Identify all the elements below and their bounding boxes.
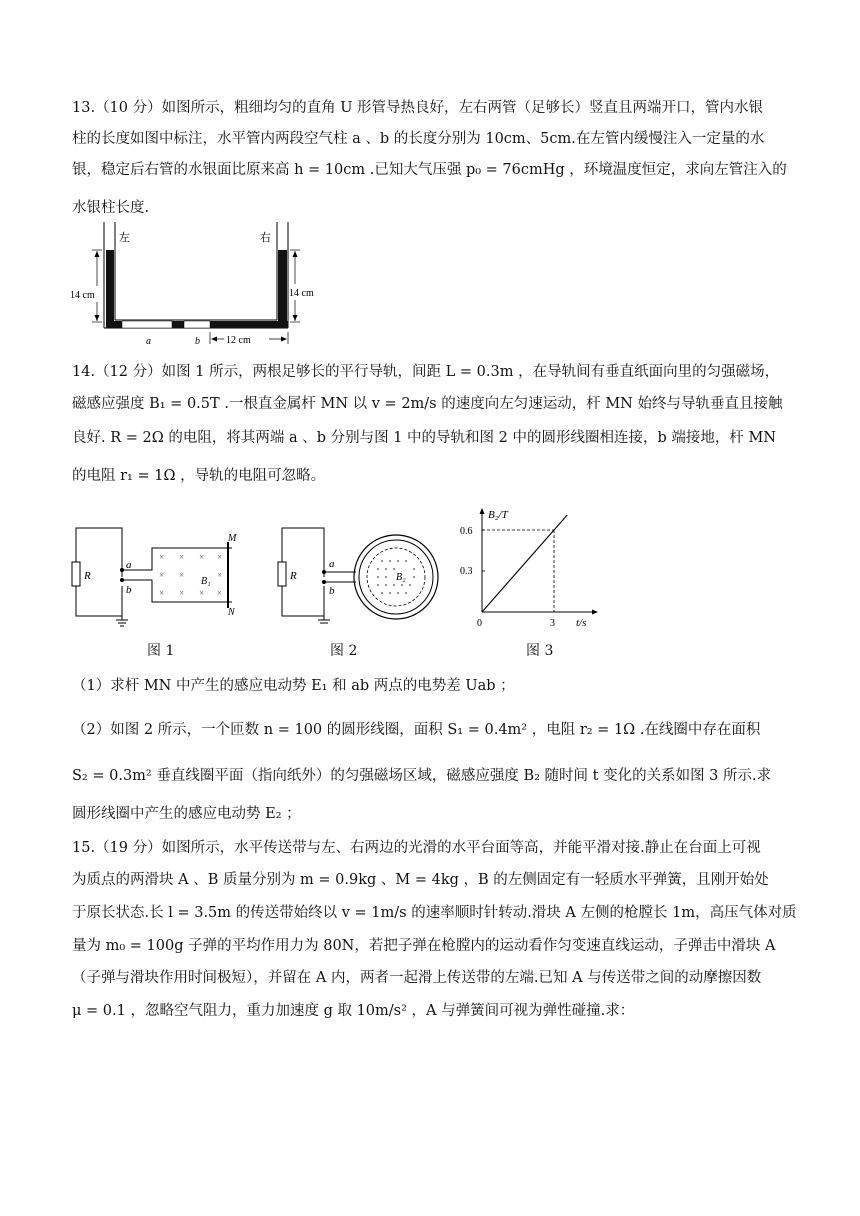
fig1-B1-label: B₁: [201, 576, 211, 587]
fig2-b-label: b: [329, 585, 335, 597]
figure-1-caption: 图 1: [147, 643, 175, 659]
svg-text:×: ×: [159, 552, 165, 562]
fig2-B2-label: B₂: [396, 572, 406, 583]
svg-text:×: ×: [179, 570, 185, 580]
chart-y-tick-0.3: 0.3: [460, 566, 473, 577]
svg-text:×: ×: [159, 588, 165, 598]
fig1-R-label: R: [84, 570, 91, 582]
problem14-line-4: 的电阻 r₁ = 1Ω ，导轨的电阻可忽略。: [72, 468, 326, 484]
problem14-question-1: （1）求杆 MN 中产生的感应电动势 E₁ 和 ab 两点的电势差 Uab ；: [72, 678, 515, 694]
chart-x-tick-3: 3: [550, 618, 555, 629]
left-height-label: 14 cm: [70, 290, 95, 301]
right-mercury-column: [278, 250, 287, 322]
u-tube-figure: [66, 222, 336, 352]
left-tube-label: 左: [119, 232, 130, 244]
problem14-line-3: 良好. R = 2Ω 的电阻，将其两端 a 、b 分别与图 1 中的导轨和图 2 中的圆形线圈相连接，b 端接地，杆 MN: [72, 430, 777, 446]
chart-y-axis-label: B₂/T: [488, 509, 508, 521]
problem15-line-6: μ = 0.1 ，忽略空气阻力，重力加速度 g 取 10m/s² ，A 与弹簧间可视为弹性碰撞.求：: [72, 1003, 635, 1019]
figure-1-rail-circuit: [68, 522, 248, 634]
air-column-b: [184, 321, 210, 328]
label-a: a: [146, 336, 151, 347]
figure-2-caption: 图 2: [330, 643, 358, 659]
air-column-a: [122, 321, 172, 328]
svg-text:×: ×: [217, 588, 223, 598]
fig1-b-label: b: [126, 584, 132, 596]
label-b: b: [195, 336, 200, 347]
svg-text:×: ×: [179, 552, 185, 562]
fig2-a-label: a: [329, 558, 335, 570]
problem15-line-3: 于原长状态.长 l = 3.5m 的传送带始终以 v = 1m/s 的速率顺时针转动.滑块 A 左侧的枪膛长 1m，高压气体对质: [72, 905, 797, 921]
figure-3-chart: [456, 502, 606, 634]
problem14-question-2-line-3: 圆形线圈中产生的感应电动势 E₂ ；: [72, 806, 301, 822]
problem14-question-2-line-2: S₂ = 0.3m² 垂直线圈平面（指向纸外）的匀强磁场区域，磁感应强度 B₂ 随时间 t 变化的关系如图 3 所示.求: [72, 768, 772, 784]
svg-text:×: ×: [199, 552, 205, 562]
chart-origin-label: 0: [477, 618, 482, 629]
problem15-line-1: 15.（19 分）如图所示，水平传送带与左、右两边的光滑的水平台面等高，并能平滑对接.静止在台面上可视: [72, 840, 761, 856]
problem14-question-2-line-1: （2）如图 2 所示，一个匝数 n = 100 的圆形线圈，面积 S₁ = 0.4m² ，电阻 r₂ = 1Ω .在线圈中存在面积: [72, 722, 761, 738]
problem15-line-5: （子弹与滑块作用时间极短），并留在 A 内，两者一起滑上传送带的左端.已知 A 与传送带之间的动摩擦因数: [72, 970, 762, 986]
problem15-line-4: 量为 m₀ = 100g 子弹的平均作用力为 80N，若把子弹在枪膛内的运动看作匀变速直线运动，子弹击中滑块 A: [72, 938, 776, 954]
bottom-length-label: 12 cm: [226, 335, 251, 346]
fig1-a-label: a: [126, 559, 132, 571]
problem15-line-2: 为质点的两滑块 A 、B 质量分别为 m = 0.9kg 、M = 4kg ，B 的左侧固定有一轻质水平弹簧，且刚开始处: [72, 872, 769, 888]
right-height-label: 14 cm: [289, 288, 314, 299]
problem14-line-2: 磁感应强度 B₁ = 0.5T .一根直金属杆 MN 以 v = 2m/s 的速度向左匀速运动，杆 MN 始终与导轨垂直且接触: [72, 396, 783, 412]
chart-y-tick-0.6: 0.6: [460, 526, 473, 537]
problem13-line-3: 银，稳定后右管的水银面比原来高 h = 10cm .已知大气压强 p₀ = 76cmHg ，环境温度恒定，求向左管注入的: [72, 162, 787, 178]
svg-text:×: ×: [217, 570, 223, 580]
chart-x-axis-label: t/s: [576, 617, 587, 629]
fig1-N-label: N: [228, 607, 235, 618]
fig1-M-label: M: [228, 533, 237, 544]
problem14-line-1: 14.（12 分）如图 1 所示，两根足够长的平行导轨，间距 L = 0.3m ，在导轨间有垂直纸面向里的匀强磁场，: [72, 364, 780, 380]
chart-series-line: [482, 515, 567, 612]
right-tube-label: 右: [260, 232, 271, 244]
fig2-R-label: R: [290, 570, 297, 582]
svg-text:×: ×: [217, 552, 223, 562]
left-mercury-column: [106, 250, 114, 322]
svg-text:×: ×: [179, 588, 185, 598]
figure-2-coil-circuit: [274, 516, 444, 628]
svg-text:×: ×: [159, 570, 165, 580]
problem13-line-4: 水银柱长度.: [72, 200, 150, 216]
problem13-line-1: 13.（10 分）如图所示，粗细均匀的直角 U 形管导热良好，左右两管（足够长）竖直且两端开口，管内水银: [72, 100, 764, 116]
svg-text:×: ×: [199, 588, 205, 598]
field-into-page-marks: [159, 552, 222, 598]
figure-3-caption: 图 3: [526, 643, 554, 659]
problem13-line-2: 柱的长度如图中标注，水平管内两段空气柱 a 、b 的长度分别为 10cm、5cm.在左管内缓慢注入一定量的水: [72, 131, 765, 147]
